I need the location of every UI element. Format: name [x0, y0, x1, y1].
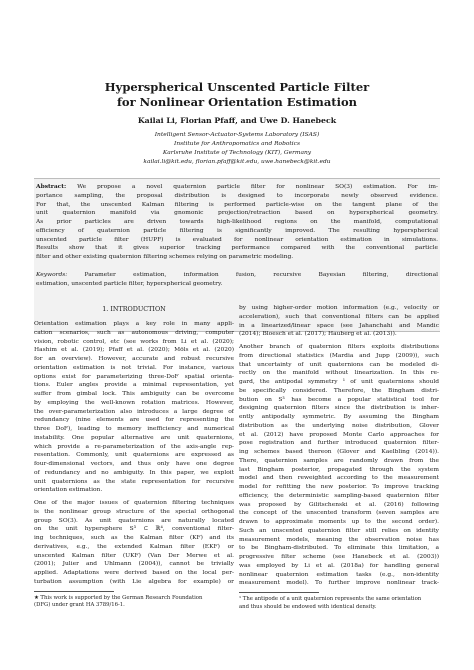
- body-line: orientation estimation.: [34, 487, 103, 494]
- body-line: the over-parameterization also introduces a large degree of: [34, 408, 234, 415]
- body-line: efficiency, the deterministic sampling-based quaternion filter: [239, 492, 439, 499]
- abstract-text: We propose a novel quaternion particle filter for nonlinear SO(3) estimation. For im-: [77, 184, 438, 190]
- body-line: three DoF), leading to memory inefficiency and numerical: [34, 426, 234, 432]
- paper-title-line-1: Hyperspherical Unscented Particle Filter: [104, 80, 370, 94]
- body-line: suffer from gimbal lock. This ambiguity can be overcome: [34, 391, 234, 397]
- body-line: on the unit hypersphere S³ ⊂ ℝ⁴, conventional filter-: [34, 526, 234, 533]
- footnote-line: (DFG) under grant HA 3789/16-1.: [34, 602, 125, 609]
- body-line: cation scenarios, such as autonomous driving, computer: [34, 329, 234, 336]
- abstract-line: As prior particles are driven towards high-likelihood regions on the manifold, computational: [36, 219, 438, 225]
- body-line: from directional statistics (Mardia and Jupp (2009)), such: [239, 352, 439, 359]
- author-list: Kailai Li, Florian Pfaff, and Uwe D. Hanebeck: [137, 116, 337, 125]
- body-line: distribution as the underlying noise distribution, Glover: [239, 422, 439, 429]
- paper-title: [0, 80, 474, 110]
- footnote-rule: [34, 591, 114, 592]
- body-line: ently antipodally symmetric. By assuming the Bingham: [239, 414, 439, 420]
- footnote-line: and thus should be endowed with identical density.: [239, 603, 377, 610]
- paragraph: [34, 499, 234, 587]
- footnote-rule: [239, 592, 319, 593]
- keywords-text: Parameter estimation, information fusion, recursive Bayesian filtering, directional: [84, 272, 438, 278]
- body-line: derivatives, e.g., the extended Kalman filter (EKF) or: [34, 543, 234, 550]
- body-line: was proposed by Gilitschenski et al. (2016) following: [239, 501, 439, 508]
- body-line: be specifically considered. Therefore, the Bingham distri-: [239, 387, 439, 394]
- keywords-line: estimation, unscented particle filter, hyperspherical geometry.: [36, 280, 223, 287]
- abstract-line: [36, 183, 438, 192]
- body-line: applied. Adaptations were derived based on the local per-: [34, 570, 234, 576]
- body-line: turbation assumption (with Lie algebra for example) or: [34, 578, 234, 585]
- footnote-line: ★ This work is supported by the German Research Foundation: [34, 594, 203, 601]
- body-line: Orientation estimation plays a key role in many appli-: [34, 321, 234, 327]
- body-line: group SO(3). As unit quaternions are naturally located: [34, 517, 234, 524]
- body-line: by employing the well-known rotation matrices. However,: [34, 399, 234, 406]
- right-column: [239, 304, 439, 612]
- paper-title-line-2: for Nonlinear Orientation Estimation: [116, 95, 357, 109]
- affiliation-email: kailai.li@kit.edu, florian.pfaff@kit.edu, uwe.hanebeck@kit.edu: [143, 159, 331, 165]
- paragraph: [239, 304, 439, 339]
- body-line: designing quaternion filters since the distribution is inher-: [239, 405, 439, 412]
- abstract-line: unscented particle filter (HUPF) is evaluated for nonlinear orientation estimation in simulations.: [36, 236, 438, 243]
- body-line: nonlinear quaternion estimation tasks (e.g., non-identity: [239, 571, 439, 578]
- body-line: is the nonlinear group structure of the special orthogonal: [34, 508, 234, 515]
- abstract-line: For that, the unscented Kalman filtering is performed particle-wise on the tangent plane of the: [36, 201, 438, 208]
- body-line: which provide a re-parameterization of the axis-angle rep-: [34, 443, 234, 450]
- paragraph: [239, 343, 439, 588]
- body-line: Hashim et al. (2019); Pfaff et al. (2020); Möls et al. (2020): [34, 347, 234, 354]
- abstract-line: unit quaternion manifold via gnomonic projection/retraction based on hyperspherical geometry.: [36, 210, 438, 217]
- body-line: unscented Kalman filter (UKF) (Van Der Merwe et al.: [34, 552, 234, 559]
- keywords-line: [36, 271, 438, 280]
- body-line: in a linearized/linear space (see Jahanchahi and Mandic: [239, 322, 439, 329]
- body-line: that uncertainty of unit quaternions can be modeled di-: [239, 361, 439, 368]
- body-line: ing schemes based thereon (Glover and Kaelbling (2014)).: [239, 449, 439, 455]
- body-line: last Bingham posterior, propagated through the system: [239, 466, 439, 473]
- body-line: bution on S³ has become a popular statistical tool for: [239, 396, 439, 403]
- body-line: vision, robotic control, etc (see works from Li et al. (2020);: [34, 338, 234, 345]
- left-column: [34, 304, 234, 610]
- keywords: [36, 271, 438, 289]
- body-line: progressive filter scheme (see Hanebeck et al. (2003)): [239, 554, 439, 560]
- body-line: tions. Euler angles provide a minimal representation, yet: [34, 382, 234, 389]
- body-line: gard, the antipodal symmetry ¹ of unit quaternions should: [239, 379, 439, 385]
- body-line: ing techniques, such as the Kalman filter (KF) and its: [34, 535, 234, 541]
- body-line: by using higher-order motion information (e.g., velocity or: [239, 305, 439, 311]
- body-line: Such an unscented quaternion filter still relies on identity: [239, 527, 439, 534]
- affiliation-line: Intelligent Sensor-Actuator-Systems Laboratory (ISAS): [154, 132, 320, 138]
- body-line: There, quaternion samples are randomly drawn from the: [239, 457, 439, 464]
- affiliation-line: Institute for Anthropomatics and Robotics: [174, 141, 300, 147]
- body-line: four-dimensional vectors, and thus only have one degree: [34, 461, 234, 467]
- footnote-line: ¹ The antipode of a unit quaternion represents the same orientation: [239, 596, 422, 602]
- keywords-label: Keywords:: [36, 272, 68, 278]
- body-line: acceleration), such that conventional filters can be applied: [239, 313, 439, 320]
- abstract-label: Abstract:: [36, 183, 67, 190]
- abstract-line: filter and other existing quaternion filtering schemes relying on parametric modeling.: [36, 254, 294, 260]
- body-line: et al. (2012) have proposed Monte Carlo approaches for: [239, 431, 439, 438]
- body-line: the concept of the unscented transform (seven samples are: [239, 510, 439, 517]
- affiliation-line: Karlsruhe Institute of Technology (KIT), Germany: [162, 150, 312, 156]
- body-line: options exist for parameterizing three-DoF spatial orienta-: [34, 373, 234, 380]
- body-line: pose registration and further introduced quaternion filter-: [239, 440, 439, 447]
- body-line: to be Bingham-distributed. To eliminate this limitation, a: [239, 545, 439, 552]
- abstract-line: Results show that it gives superior tracking performance compared with the conventional particle: [36, 245, 438, 252]
- body-line: instability. One popular alternative are unit quaternions,: [34, 434, 234, 441]
- body-line: (2001); Julier and Uhlmann (2004)), cannot be trivially: [34, 561, 234, 568]
- body-line: redundancy (nine elements are used for representing the: [34, 417, 234, 424]
- abstract-line: efficiency of quaternion particle filtering is significantly improved. The resulting hyperspherical: [36, 227, 438, 234]
- body-line: drawn to approximate moments up to the second order).: [239, 519, 439, 525]
- body-line: unit quaternions as the state representation for recursive: [34, 478, 234, 485]
- body-line: was employed by Li et al. (2018a) for handling general: [239, 562, 439, 569]
- body-line: of redundancy and no ambiguity. In this paper, we exploit: [34, 469, 234, 476]
- body-line: One of the major issues of quaternion filtering techniques: [34, 500, 234, 506]
- affiliation-block: [0, 131, 474, 167]
- body-line: model for refitting the new posterior. To improve tracking: [239, 484, 439, 490]
- body-line: measurement model). To further improve nonlinear track-: [239, 580, 439, 587]
- body-line: resentation. Commonly, unit quaternions are expressed as: [34, 452, 234, 459]
- body-line: rectly on the manifold without linearization. In this re-: [239, 370, 439, 377]
- body-line: for an overview). However, accurate and robust recursive: [34, 356, 234, 362]
- body-line: model and then reweighted according to the measurement: [239, 475, 439, 482]
- section-heading: 1. INTRODUCTION: [102, 305, 166, 313]
- body-line: orientation estimation is not trivial. For instance, various: [34, 364, 234, 371]
- body-line: measurement models, meaning the observation noise has: [239, 536, 439, 543]
- abstract-line: portance sampling, the proposal distribution is designed to incorporate newly observed evidence.: [36, 192, 438, 199]
- body-line: (2014); Bloesch et al. (2017); Hauberg et al. (2013)).: [239, 331, 397, 338]
- abstract: [36, 183, 438, 262]
- body-line: Another branch of quaternion filters exploits distributions: [239, 344, 439, 350]
- paragraph: [34, 320, 234, 495]
